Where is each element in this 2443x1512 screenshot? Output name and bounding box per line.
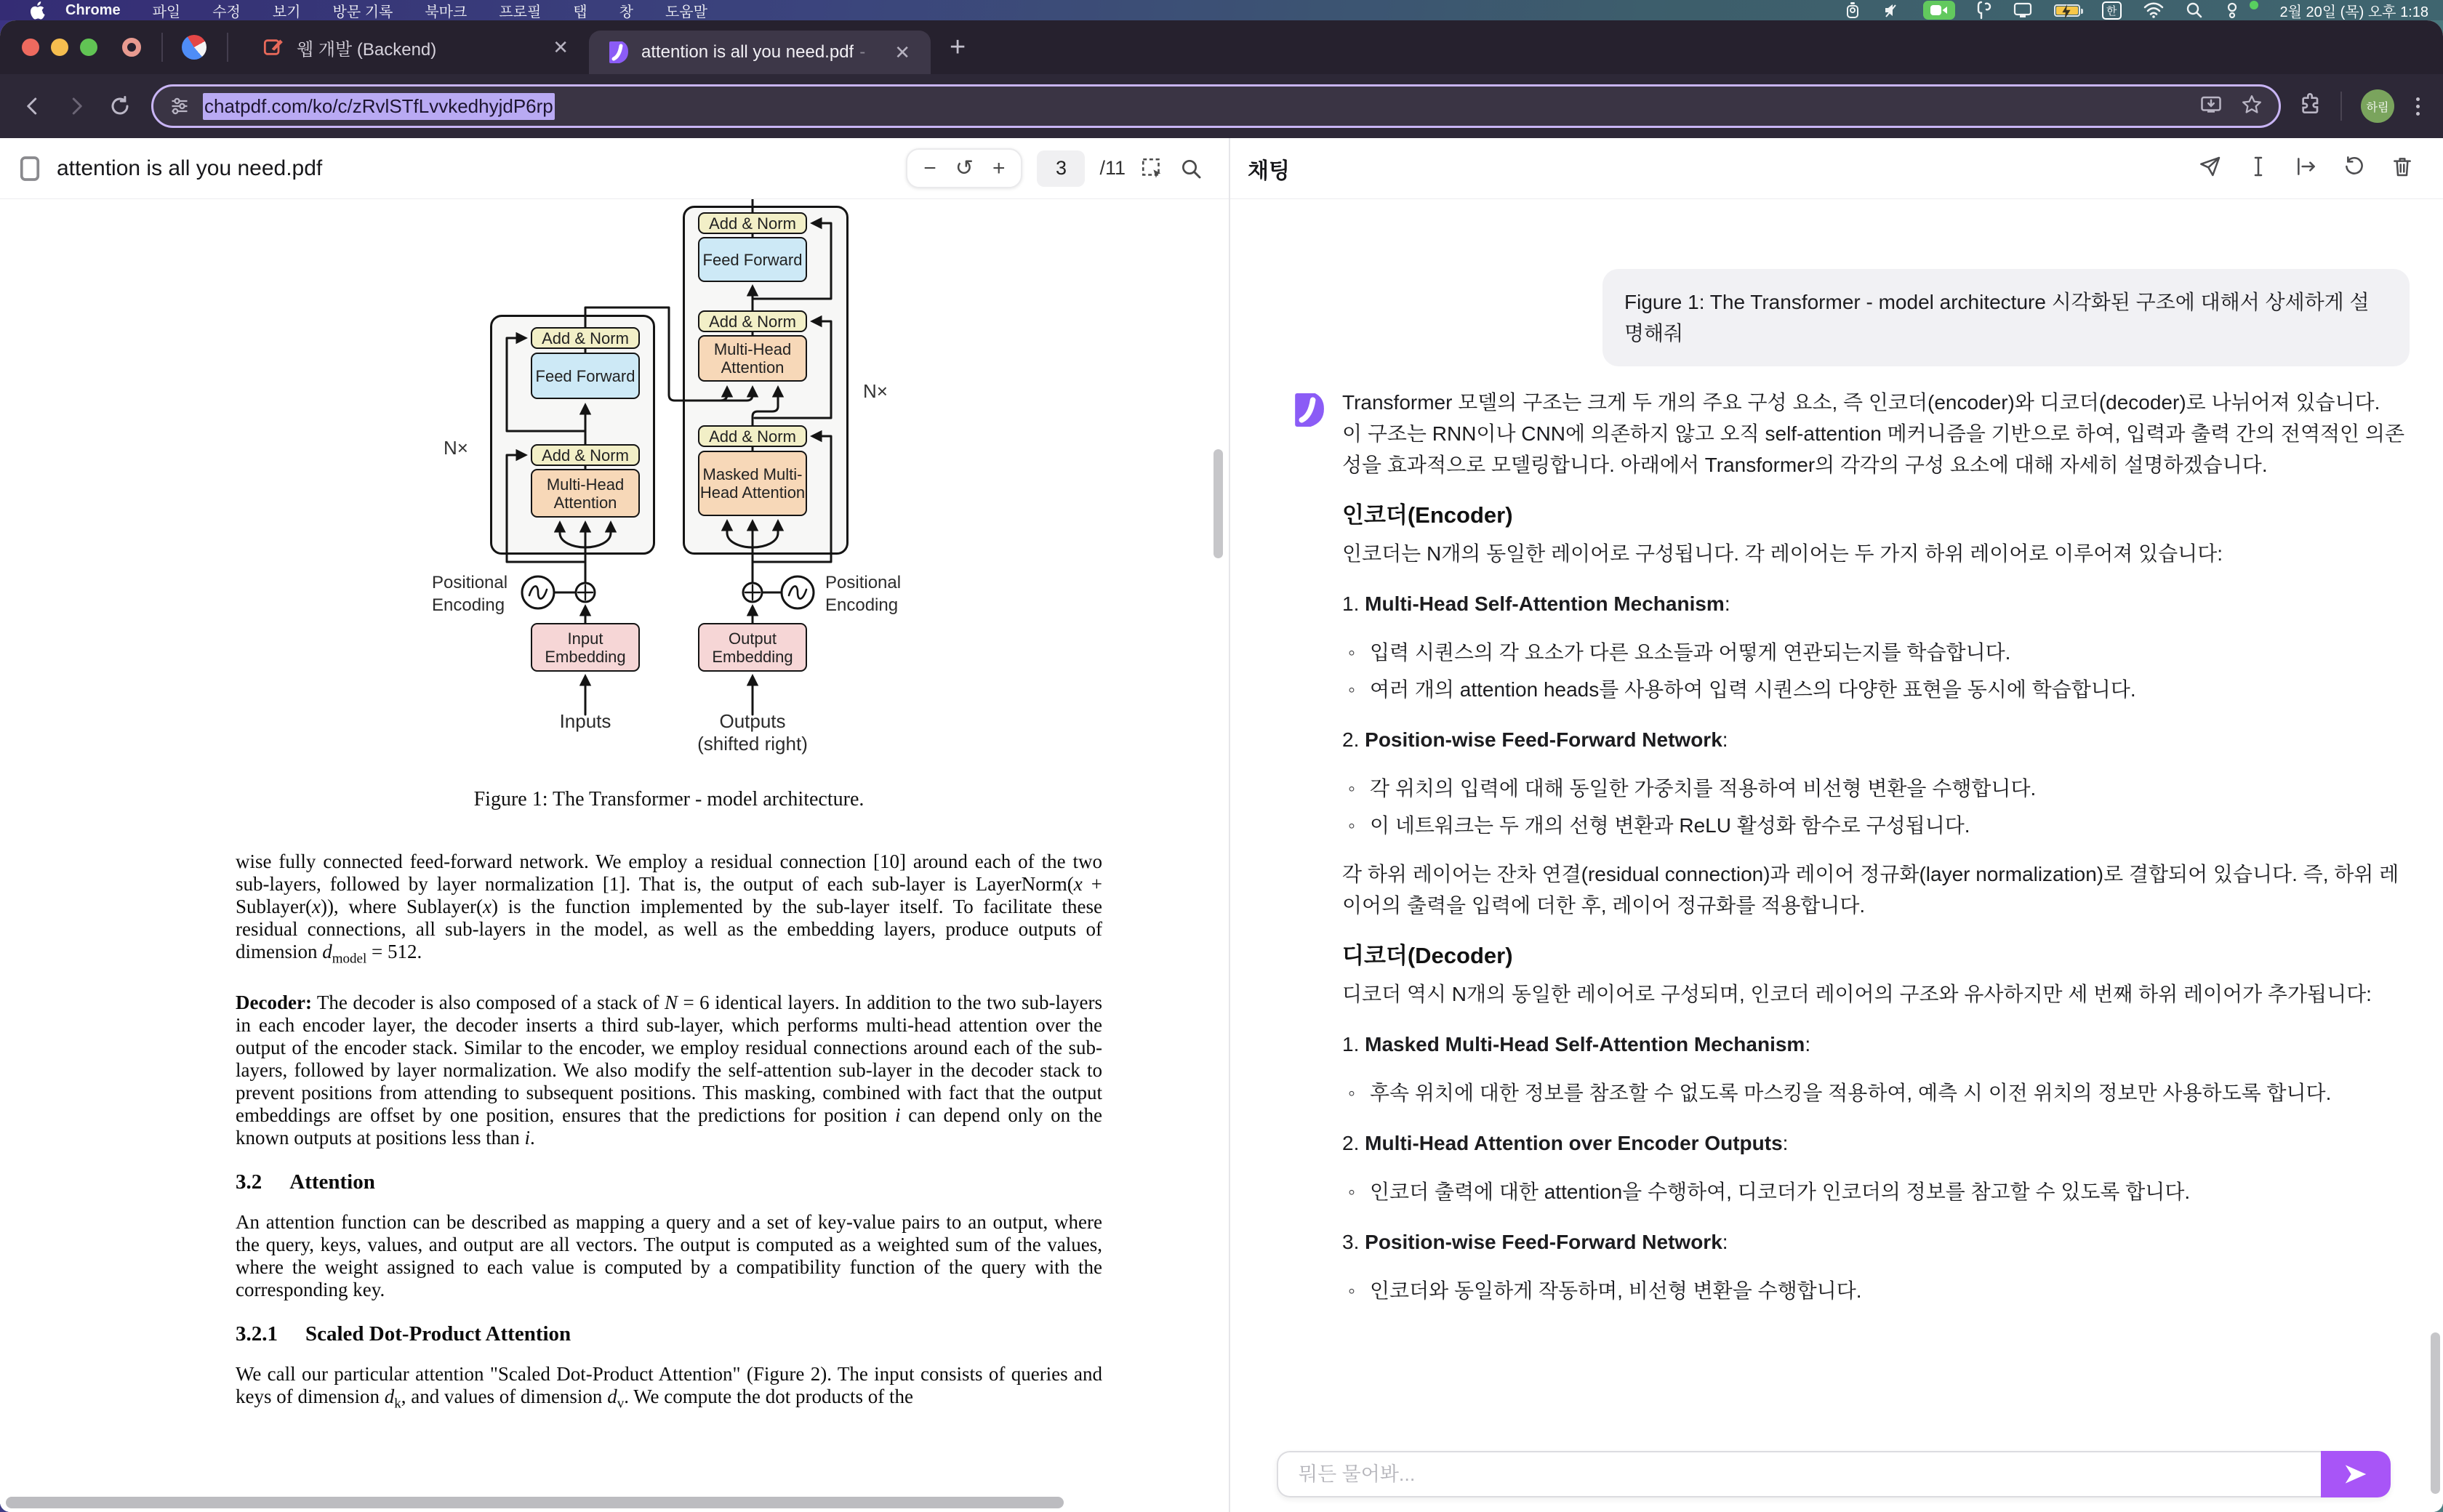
tab-web-dev-backend[interactable] (247, 20, 589, 74)
tab-divider (227, 33, 228, 62)
back-button[interactable] (22, 95, 44, 117)
tab-title: attention is all you need.pdf (641, 42, 854, 62)
chat-paragraph: 디코더 역시 N개의 동일한 레이어로 구성되며, 인코더 레이어의 구조와 유사하지만 세 번째 하위 레이어가 추가됩니다: (1342, 983, 2372, 1005)
profile-avatar[interactable]: 하림 (2361, 89, 2394, 123)
assistant-message (1342, 387, 2405, 1312)
tab-close-icon[interactable]: ✕ (553, 36, 569, 58)
menu-chrome[interactable]: Chrome (65, 1, 121, 18)
chat-bullet-list (1342, 637, 2405, 705)
mute-icon[interactable] (1882, 1, 1901, 19)
airpods-icon[interactable] (1977, 1, 1991, 20)
user-message-bubble: Figure 1: The Transformer - model architecture 시각화된 구조에 대해서 상세하게 설명해줘 (1602, 269, 2410, 366)
reset-chat-icon[interactable] (2343, 155, 2366, 182)
chat-header (1230, 138, 2443, 199)
menu-tab[interactable]: 탭 (573, 4, 587, 20)
menu-bookmarks[interactable]: 북마크 (425, 4, 468, 20)
pdf-body-text (236, 850, 1102, 1437)
decoder-nx-label: N× (863, 380, 888, 402)
browser-menu-icon[interactable] (2413, 94, 2423, 118)
chat-bullet: ◦ 후속 위치에 대한 정보를 참조할 수 없도록 마스킹을 적용하여, 예측 시 이전 위치의 정보만 사용하도록 합니다. (1342, 1077, 2405, 1109)
paragraph: We call our particular attention "Scaled Dot-Product Attention" (Figure 2). The input consists of queries and keys of dimension $d_k$, and values of dimension $d_v$. We compute the dot products of the (236, 1363, 1102, 1412)
record-ring-icon[interactable] (122, 38, 141, 57)
browser-toolbar (0, 74, 2443, 138)
menu-window[interactable]: 창 (619, 4, 633, 20)
menu-history[interactable]: 방문 기록 (332, 4, 393, 20)
delete-chat-icon[interactable] (2391, 155, 2414, 182)
paragraph: Decoder: The decoder is also composed of a stack of N = 6 identical layers. In addition to the two sub-layers in each encoder layer, the decoder inserts a third sub-layer, which performs multi-head attention over the output of the encoder stack. Similar to the encoder, we employ residual connections around each of the sub-layers, followed by layer normalization. We also modify the self-attention sub-layer in the decoder stack to prevent positions from attending to subsequent positions. This masking, combined with fact that the output embeddings are offset by one position, ensures that the predictions for position i can depend only on the known outputs at positions less than i. (236, 992, 1102, 1149)
input-embedding-box: Input Embedding (531, 623, 640, 672)
pdf-document-title: attention is all you need.pdf (57, 156, 323, 180)
menu-file[interactable]: 파일 (152, 4, 181, 20)
inputs-label: Inputs (559, 710, 611, 732)
webcam-status-icon[interactable] (1845, 1, 1861, 19)
chat-paragraph: Transformer 모델의 구조는 크게 두 개의 주요 구성 요소, 즉 인코더(encoder)와 디코더(decoder)로 나뉘어져 있습니다. 이 구조는 RNN이나 CNN에 의존하지 않고 오직 self-attention 메커니즘을 기반으로 하여, 입력과 출력 간의 전역적인 의존성을 효과적으로 모델링합니다. 아래에서 Transformer의 각각의 구성 요소에 대해 자세히 설명하겠습니다. (1342, 391, 2404, 476)
chat-input[interactable] (1277, 1451, 2321, 1497)
pdf-vertical-scrollbar[interactable] (1214, 449, 1223, 558)
export-chat-icon[interactable] (2295, 155, 2318, 182)
user-switch-icon[interactable] (2225, 1, 2244, 19)
pdf-panel (0, 138, 1229, 1512)
video-active-indicator[interactable] (1923, 1, 1955, 20)
zoom-controls (906, 148, 1022, 188)
menu-view[interactable]: 보기 (272, 4, 301, 20)
menu-edit[interactable]: 수정 (212, 4, 241, 20)
chatpdf-favicon (605, 40, 630, 65)
paragraph: wise fully connected feed-forward network. We employ a residual connection [10] around each of the two sub-layers, followed by layer normalization [1]. That is, the output of each sub-layer is LayerNorm(x + Sublayer(x)), where Sublayer(x) is the function implemented by the sub-layer itself. To facilitate these residual connections, all sub-layers in the model, as well as the embedding layers, produce outputs of dimension $d_{model} = 512$. (236, 850, 1103, 967)
chat-paragraph: 각 하위 레이어는 잔차 연결(residual connection)과 레이어 정규화(layer normalization)로 결합되어 있습니다. 즉, 하위 레이어의 출력을 입력에 더한 후, 레이어 정규화를 적용합니다. (1342, 863, 2399, 917)
chat-heading-encoder: 인코더(Encoder) (1342, 502, 1513, 528)
battery-indicator[interactable] (2054, 4, 2080, 17)
chat-vertical-scrollbar[interactable] (2431, 1332, 2440, 1494)
snapshot-select-icon[interactable] (1140, 156, 1165, 181)
zoom-reset-button[interactable]: ↺ (955, 156, 974, 180)
positional-encoding-label-right: Positional Encoding (825, 573, 902, 615)
positional-encoding-label-left: Positional Encoding (432, 573, 508, 615)
page-content (0, 138, 2443, 1512)
display-icon[interactable] (2013, 1, 2032, 19)
encoder-add-norm-2: Add & Norm (531, 444, 640, 466)
chat-numbered-item: 1. Multi-Head Self-Attention Mechanism: (1342, 592, 1730, 615)
address-bar[interactable] (151, 84, 2281, 128)
chat-paragraph: 인코더는 N개의 동일한 레이어로 구성됩니다. 각 레이어는 두 가지 하위 레이어로 이루어져 있습니다: (1342, 542, 2223, 565)
fullscreen-window-button[interactable] (80, 39, 97, 56)
chat-numbered-item: 1. Masked Multi-Head Self-Attention Mechanism: (1342, 1033, 1811, 1055)
decoder-add-norm-2: Add & Norm (698, 310, 807, 332)
forward-button[interactable] (65, 95, 87, 117)
browser-window (0, 20, 2443, 1512)
section-heading: 3.2 Attention (236, 1170, 375, 1194)
assistant-message-row (1248, 387, 2410, 1312)
chat-bullet-list (1342, 1077, 2405, 1109)
paragraph: An attention function can be described as mapping a query and a set of key-value pairs to an output, where the query, keys, values, and output are all vectors. The output is computed as a weighted sum of the values, where the weight assigned to each value is computed by a compatibility function of the query with the corresponding key. (236, 1211, 1102, 1301)
chat-numbered-item: 3. Position-wise Feed-Forward Network: (1342, 1231, 1728, 1253)
tab-close-icon[interactable]: ✕ (894, 41, 910, 63)
chat-bullet-list (1342, 773, 2405, 841)
page-number-input[interactable]: 3 (1037, 150, 1085, 187)
url-text[interactable]: chatpdf.com/ko/c/zRvlSTfLvvkedhyjdP6rp (203, 93, 555, 120)
pinned-tab-favicon[interactable] (182, 35, 206, 60)
chat-message-list[interactable] (1230, 199, 2443, 1444)
close-window-button[interactable] (22, 39, 39, 56)
chat-bullet: ◦ 여러 개의 attention heads를 사용하여 입력 시퀀스의 다양한 표현을 동시에 학습합니다. (1342, 674, 2405, 705)
tab-divider (161, 33, 163, 62)
text-cursor-icon[interactable] (2247, 155, 2270, 182)
chatpdf-avatar (1288, 391, 1326, 1312)
chat-bullet-list (1342, 1275, 2405, 1306)
output-embedding-box: Output Embedding (698, 623, 807, 672)
pdf-sidebar-toggle-icon[interactable] (19, 155, 41, 182)
send-button[interactable] (2321, 1451, 2391, 1497)
menu-help[interactable]: 도움말 (665, 4, 707, 20)
zoom-in-button[interactable]: + (992, 156, 1006, 180)
pdf-search-icon[interactable] (1179, 157, 1203, 180)
outputs-label: Outputs (shifted right) (697, 710, 808, 755)
chat-bullet: ◦ 이 네트워크는 두 개의 선형 변환과 ReLU 활성화 함수로 구성됩니다. (1342, 810, 2405, 841)
chat-title: 채팅 (1248, 158, 1290, 183)
menu-profiles[interactable]: 프로필 (499, 4, 542, 20)
chat-bullet: ◦ 인코더와 동일하게 작동하며, 비선형 변환을 수행합니다. (1342, 1275, 2405, 1306)
encoder-feed-forward: Feed Forward (531, 353, 640, 399)
tab-title-suffix: - (859, 42, 866, 62)
encoder-multi-head-attention: Multi-Head Attention (531, 469, 640, 518)
pdf-page[interactable] (0, 199, 1229, 1512)
chat-bullet: ◦ 입력 시퀀스의 각 요소가 다른 요소들과 어떻게 연관되는지를 학습합니다. (1342, 637, 2405, 668)
site-settings-icon[interactable] (169, 96, 190, 116)
encoder-nx-label: N× (444, 437, 468, 459)
tab-strip (0, 20, 2443, 74)
tab-title: 웹 개발 (Backend) (297, 39, 437, 60)
chat-bullet: ◦ 각 위치의 입력에 대해 동일한 가중치를 적용하여 비선형 변환을 수행합니다. (1342, 773, 2405, 804)
chat-heading-decoder: 디코더(Decoder) (1342, 943, 1513, 968)
diagram-connections (429, 199, 912, 773)
decoder-feed-forward: Feed Forward (698, 237, 807, 282)
bookmark-star-icon[interactable] (2241, 94, 2263, 119)
toolbar-divider (2340, 92, 2342, 121)
chat-bullet-list (1342, 1176, 2405, 1207)
pdf-toolbar (0, 138, 1229, 199)
subsection-heading: 3.2.1 Scaled Dot-Product Attention (236, 1322, 571, 1346)
minimize-window-button[interactable] (51, 39, 68, 56)
wifi-icon[interactable] (2143, 2, 2164, 18)
macos-menu-bar (0, 0, 2443, 20)
decoder-masked-multi-head-attention: Masked Multi-Head Attention (698, 451, 807, 516)
install-app-icon[interactable] (2200, 94, 2222, 119)
decoder-add-norm-1: Add & Norm (698, 212, 807, 234)
apple-logo-icon[interactable] (28, 1, 47, 20)
decoder-add-norm-3: Add & Norm (698, 425, 807, 447)
input-source-badge[interactable]: 한 (2102, 1, 2122, 20)
menu-bar-clock[interactable]: 2월 20일 (목) 오후 1:18 (2279, 4, 2428, 20)
decoder-multi-head-attention: Multi-Head Attention (698, 335, 807, 382)
page-total-label: /11 (1099, 157, 1126, 179)
new-tab-button[interactable]: + (950, 31, 966, 63)
figure-caption: Figure 1: The Transformer - model architecture. (473, 788, 865, 811)
chat-numbered-item: 2. Position-wise Feed-Forward Network: (1342, 728, 1728, 751)
extensions-icon[interactable] (2298, 93, 2322, 120)
compose-favicon-icon (263, 37, 284, 57)
reload-button[interactable] (109, 95, 131, 117)
chat-input-row (1277, 1451, 2391, 1497)
transformer-figure (429, 206, 912, 773)
encoder-add-norm-1: Add & Norm (531, 327, 640, 349)
chat-bullet: ◦ 인코더 출력에 대한 attention을 수행하여, 디코더가 인코더의 정보를 참고할 수 있도록 합니다. (1342, 1176, 2405, 1207)
spotlight-search-icon[interactable] (2186, 1, 2203, 19)
tab-attention-pdf[interactable] (589, 31, 931, 74)
zoom-out-button[interactable]: − (923, 156, 936, 180)
pdf-horizontal-scrollbar[interactable] (6, 1497, 1064, 1508)
user-message-row (1248, 269, 2410, 366)
chat-numbered-item: 2. Multi-Head Attention over Encoder Outputs: (1342, 1132, 1789, 1154)
chat-panel (1229, 138, 2443, 1512)
share-chat-icon[interactable] (2199, 155, 2222, 182)
status-green-dot (2250, 1, 2258, 9)
